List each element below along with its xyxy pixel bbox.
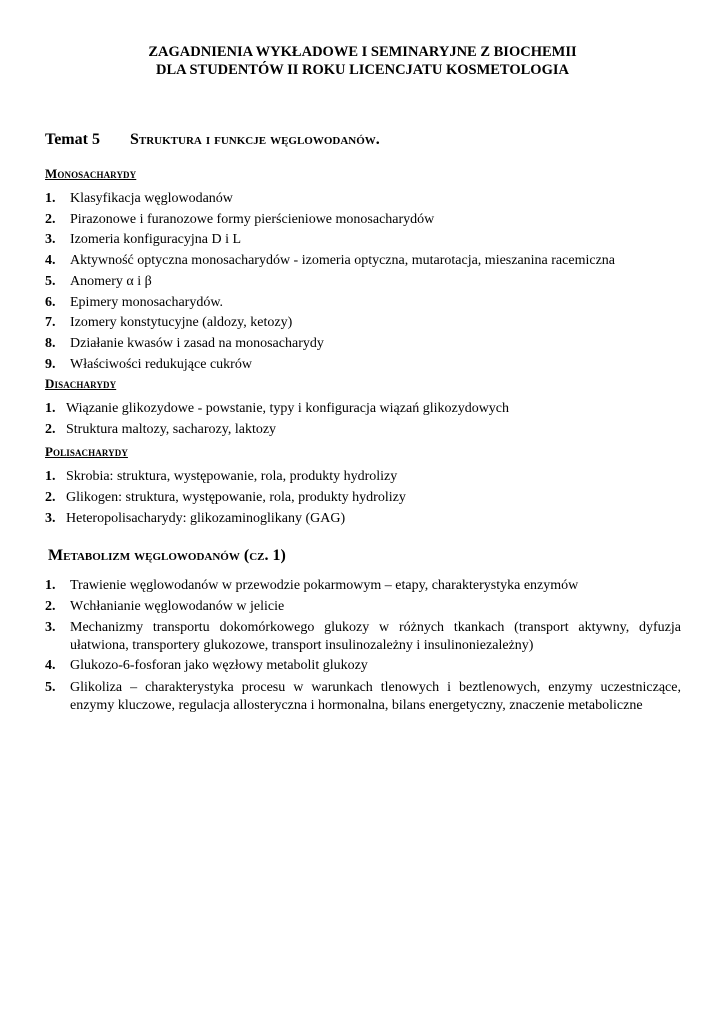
header-line-2: DLA STUDENTÓW II ROKU LICENCJATU KOSMETOLOGIA	[156, 62, 569, 78]
section-title-disaccharides: Disacharydy	[45, 376, 117, 391]
document-header	[0, 43, 725, 79]
section-title-monosaccharides: Monosacharydy	[45, 166, 137, 181]
list-item: 7. Izomery konstytucyjne (aldozy, ketozy)	[45, 315, 293, 331]
list-item: 1. Trawienie węglowodanów w przewodzie pokarmowym – etapy, charakterystyka enzymów	[45, 578, 579, 593]
list-item: 1. Wiązanie glikozydowe - powstanie, typy i konfiguracja wiązań glikozydowych	[45, 401, 510, 416]
list-item: 4. Glukozo-6-fosforan jako węzłowy metabolit glukozy	[45, 658, 368, 674]
list-item: 2. Glikogen: struktura, występowanie, rola, produkty hydrolizy	[45, 490, 406, 506]
list-item: 2. Pirazonowe i furanozowe formy pierścieniowe monosacharydów	[45, 211, 435, 227]
list-item: 8. Działanie kwasów i zasad na monosacharydy	[45, 335, 324, 351]
list-item: 3. Heteropolisacharydy: glikozaminoglikany (GAG)	[45, 511, 346, 527]
header-line-1: ZAGADNIENIA WYKŁADOWE I SEMINARYJNE Z BIOCHEMII	[148, 44, 577, 60]
list-item: 2. Struktura maltozy, sacharozy, laktozy	[45, 422, 277, 438]
list-item: 4. Aktywność optyczna monosacharydów - izomeria optyczna, mutarotacja, mieszanina racemiczna	[45, 253, 615, 269]
disaccharides-list	[45, 398, 681, 440]
list-item: 5. Anomery α i β	[45, 273, 152, 289]
list-item: 5. Glikoliza – charakterystyka procesu w warunkach tlenowych i beztlenowych, enzymy uczestniczące, enzymy kluczowe, regulacja allosteryczna i hormonalna, bilans energetyczny, znaczenie metaboliczne	[45, 680, 681, 713]
monosaccharides-list	[45, 189, 681, 375]
topic-heading	[45, 131, 380, 149]
list-item: 1. Skrobia: struktura, występowanie, rola, produkty hydrolizy	[45, 469, 398, 484]
list-item: 9. Właściwości redukujące cukrów	[45, 356, 252, 372]
list-item: 1. Klasyfikacja węglowodanów	[45, 191, 233, 206]
list-item: 2. Wchłanianie węglowodanów w jelicie	[45, 598, 285, 614]
list-item: 3. Mechanizmy transportu dokomórkowego glukozy w różnych tkankach (transport aktywny, dyfuzja ułatwiona, transportery glukozowe, transport insulinozależny i insulinoniezależny)	[45, 620, 681, 653]
metabolism-list	[45, 576, 681, 716]
list-item: 6. Epimery monosacharydów.	[45, 294, 224, 310]
section-title-metabolism: Metabolizm węglowodanów (cz. 1)	[48, 547, 286, 564]
list-item: 3. Izomeria konfiguracyjna D i L	[45, 232, 242, 248]
section-title-polysaccharides: Polisacharydy	[45, 444, 128, 459]
topic-title: Struktura i funkcje węglowodanów.	[130, 131, 380, 148]
topic-number: Temat 5	[45, 131, 100, 148]
polysaccharides-list	[45, 466, 681, 530]
